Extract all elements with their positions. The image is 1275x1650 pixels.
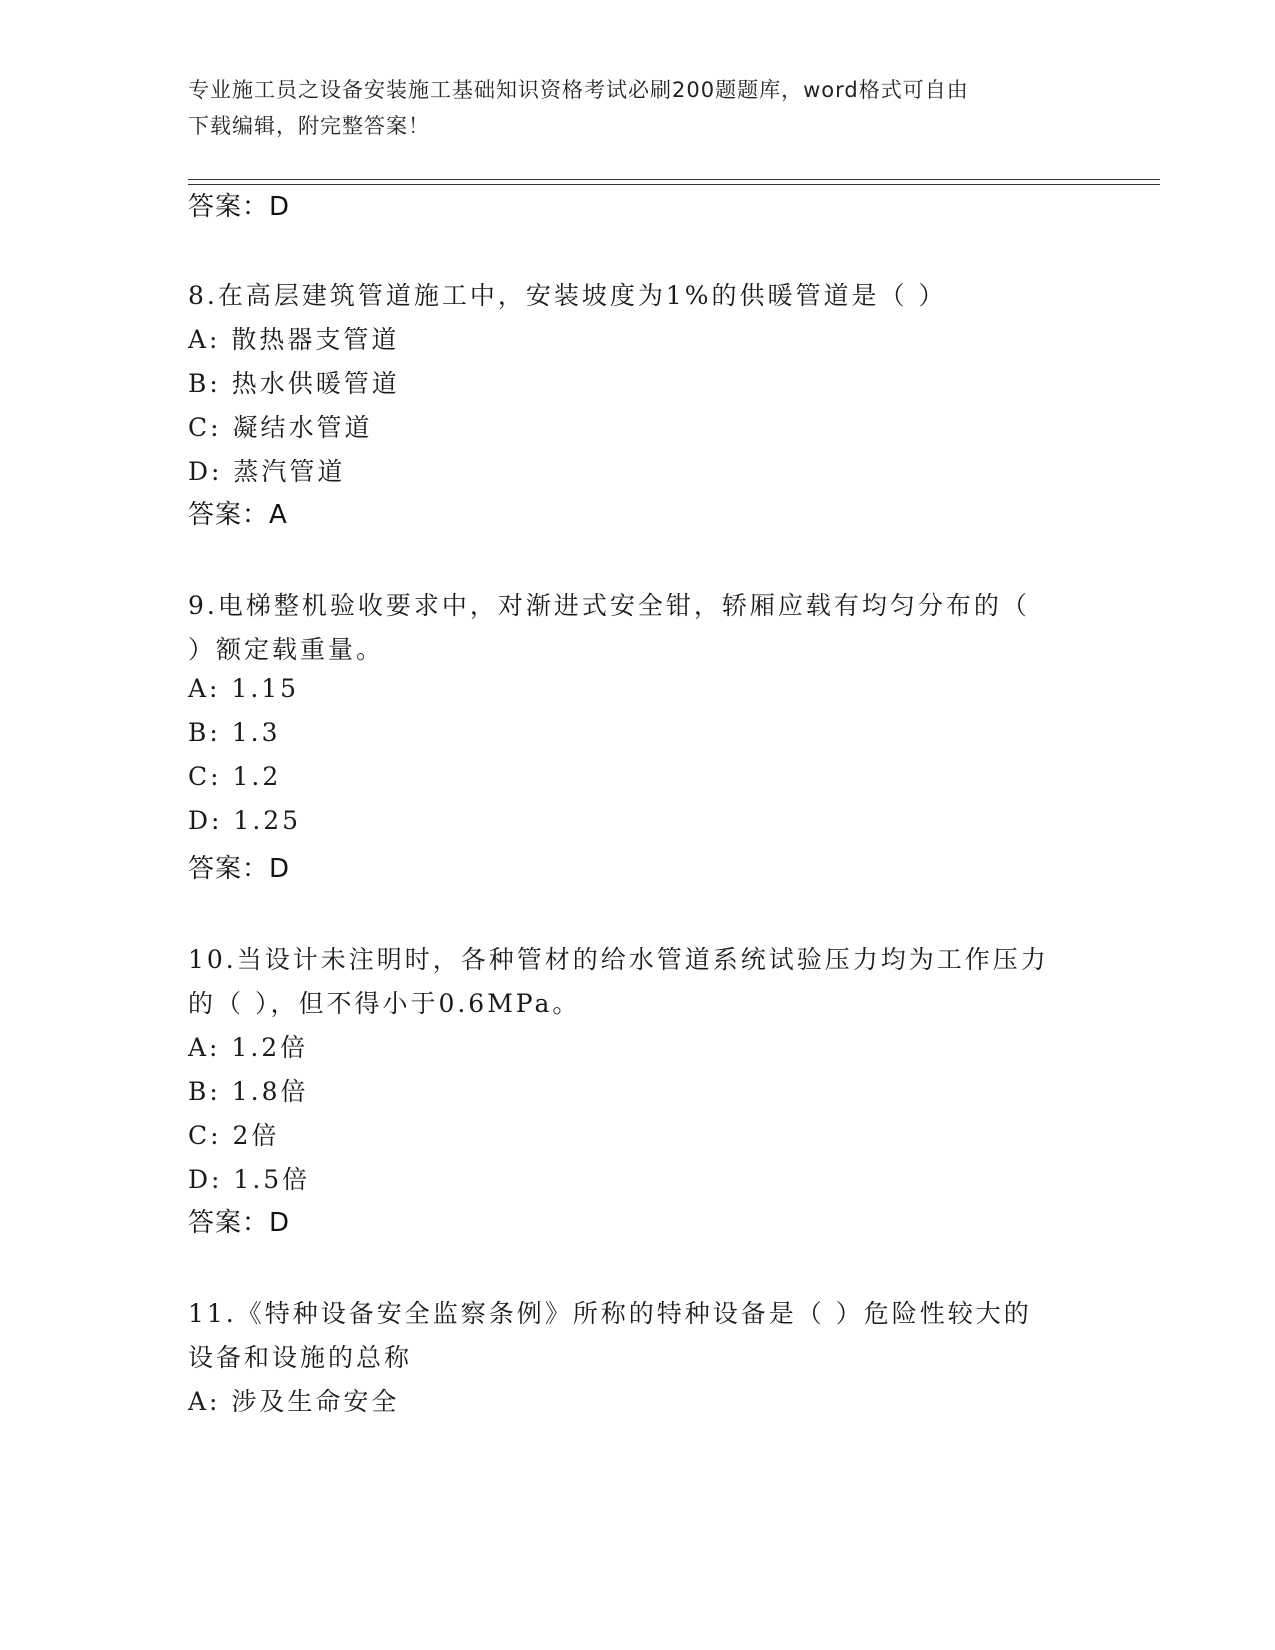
question-11-option-a: A: 涉及生命安全 xyxy=(188,1387,400,1416)
question-8-option-a: A: 散热器支管道 xyxy=(188,325,400,354)
question-10-answer: 答案：D xyxy=(188,1208,291,1238)
question-8-option-b: B: 热水供暖管道 xyxy=(188,369,400,398)
answer-line: 答案：D xyxy=(188,192,291,222)
question-9-text-line-2: ）额定载重量。 xyxy=(188,635,385,664)
page-header xyxy=(188,72,1068,144)
header-line-1: 专业施工员之设备安装施工基础知识资格考试必刷200题题库，word格式可自由 xyxy=(188,78,969,102)
question-8-option-c: C: 凝结水管道 xyxy=(188,413,373,442)
question-9-option-c: C: 1.2 xyxy=(188,762,282,791)
question-10-option-b: B: 1.8倍 xyxy=(188,1077,309,1106)
question-8-option-d: D: 蒸汽管道 xyxy=(188,457,346,486)
header-line-2: 下载编辑，附完整答案！ xyxy=(188,114,430,138)
question-9-answer: 答案：D xyxy=(188,854,291,884)
question-10-option-a: A: 1.2倍 xyxy=(188,1033,309,1062)
question-10-option-c: C: 2倍 xyxy=(188,1121,280,1150)
question-8-answer: 答案：A xyxy=(188,500,288,530)
question-8-text: 8.在高层建筑管道施工中，安装坡度为1%的供暖管道是（ ） xyxy=(188,281,947,310)
question-11-text-line-2: 设备和设施的总称 xyxy=(188,1343,413,1372)
question-10-text-line-1: 10.当设计未注明时，各种管材的给水管道系统试验压力均为工作压力 xyxy=(188,945,1049,974)
question-10-text-line-2: 的（ ），但不得小于0.6MPa。 xyxy=(188,989,581,1018)
question-10-option-d: D: 1.5倍 xyxy=(188,1165,311,1194)
question-9-option-b: B: 1.3 xyxy=(188,718,281,747)
header-rule-top xyxy=(188,179,1160,180)
question-11-text-line-1: 11.《特种设备安全监察条例》所称的特种设备是（ ）危险性较大的 xyxy=(188,1299,1032,1328)
question-9-text-line-1: 9.电梯整机验收要求中，对渐进式安全钳，轿厢应载有均匀分布的（ xyxy=(188,591,1030,620)
question-9-option-a: A: 1.15 xyxy=(188,674,300,703)
header-rule-bottom xyxy=(188,184,1160,185)
question-9-option-d: D: 1.25 xyxy=(188,806,302,835)
